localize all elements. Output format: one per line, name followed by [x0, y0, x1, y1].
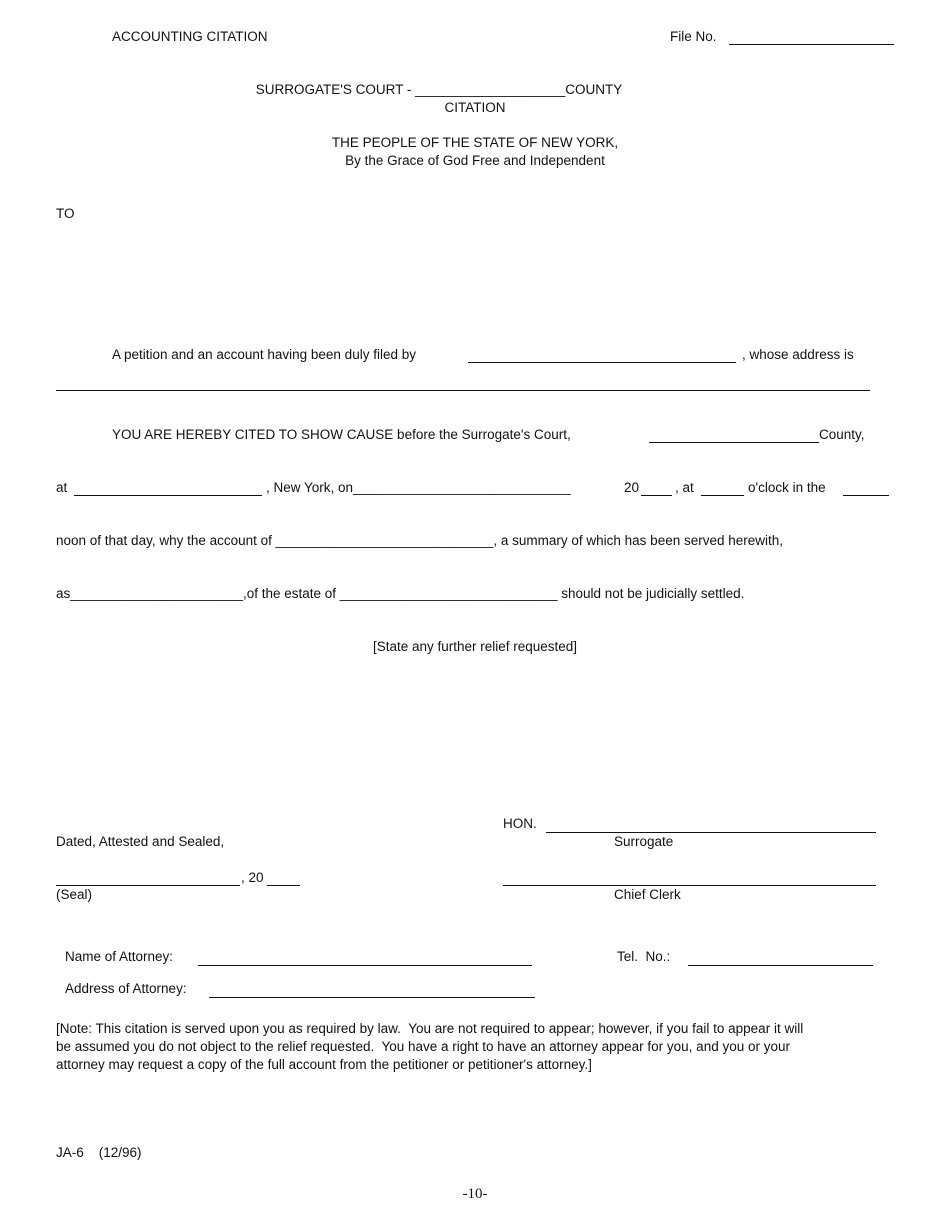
location-field[interactable] [74, 495, 262, 496]
noon-field[interactable] [843, 495, 889, 496]
surrogate-signature-field[interactable] [546, 832, 876, 833]
cited-line2-oclock: o'clock in the [748, 480, 826, 495]
grace-line: By the Grace of God Free and Independent [345, 153, 605, 168]
attorney-name-label: Name of Attorney: [65, 949, 174, 964]
chief-clerk-signature-field[interactable] [503, 885, 876, 886]
petitioner-address-field[interactable] [56, 390, 870, 391]
page-number: -10- [462, 1186, 488, 1202]
note-line-1: [Note: This citation is served upon you as required by law. You are not required to appear; however, if you fail to appear it will [56, 1021, 804, 1036]
form-title: ACCOUNTING CITATION [112, 29, 268, 44]
date-suffix: , 20 [241, 870, 264, 885]
year-field[interactable] [641, 495, 672, 496]
court-line: SURROGATE'S COURT - ____________________COUNTY [255, 82, 623, 97]
cited-line2-at2: , at [675, 480, 694, 495]
dated-label: Dated, Attested and Sealed, [56, 834, 225, 849]
chief-clerk-label: Chief Clerk [614, 887, 681, 902]
surrogate-label: Surrogate [614, 834, 674, 849]
hour-field[interactable] [701, 495, 744, 496]
cited-line4: as_______________________,of the estate of _____________________________ should not be judicially settled. [56, 586, 745, 601]
attorney-address-label: Address of Attorney: [65, 981, 187, 996]
to-label: TO [56, 206, 75, 221]
tel-field[interactable] [688, 965, 873, 966]
cited-line2-year: 20 [624, 480, 640, 495]
note-line-2: be assumed you do not object to the relief requested. You have a right to have an attorney appear for you, and you or your [56, 1039, 790, 1054]
cited-line2-newyork: , New York, on_____________________________ [266, 480, 571, 495]
people-line: THE PEOPLE OF THE STATE OF NEW YORK, [331, 135, 619, 150]
tel-label: Tel. No.: [617, 949, 671, 964]
petition-prefix: A petition and an account having been duly filed by [112, 347, 416, 362]
seal-label: (Seal) [56, 887, 93, 902]
form-code: JA-6 (12/96) [56, 1145, 142, 1160]
petitioner-name-field[interactable] [468, 362, 736, 363]
attorney-name-field[interactable] [198, 965, 532, 966]
attorney-address-field[interactable] [209, 997, 535, 998]
cited-line3: noon of that day, why the account of _____________________________, a summary of which has been served herewith, [56, 533, 784, 548]
file-no-label: File No. [670, 29, 717, 44]
petition-suffix: , whose address is [742, 347, 854, 362]
citation-title: CITATION [444, 100, 506, 115]
cited-line2-at: at [56, 480, 68, 495]
county-field[interactable] [649, 442, 819, 443]
hon-label: HON. [503, 816, 537, 831]
date-year-field[interactable] [267, 885, 300, 886]
cited-line1-prefix: YOU ARE HEREBY CITED TO SHOW CAUSE before the Surrogate's Court, [112, 427, 571, 442]
file-no-field[interactable] [729, 44, 894, 45]
date-field[interactable] [56, 885, 240, 886]
relief-note: [State any further relief requested] [372, 639, 578, 654]
cited-line1-suffix: County, [819, 427, 865, 442]
note-line-3: attorney may request a copy of the full account from the petitioner or petitioner's attorney.] [56, 1057, 592, 1072]
